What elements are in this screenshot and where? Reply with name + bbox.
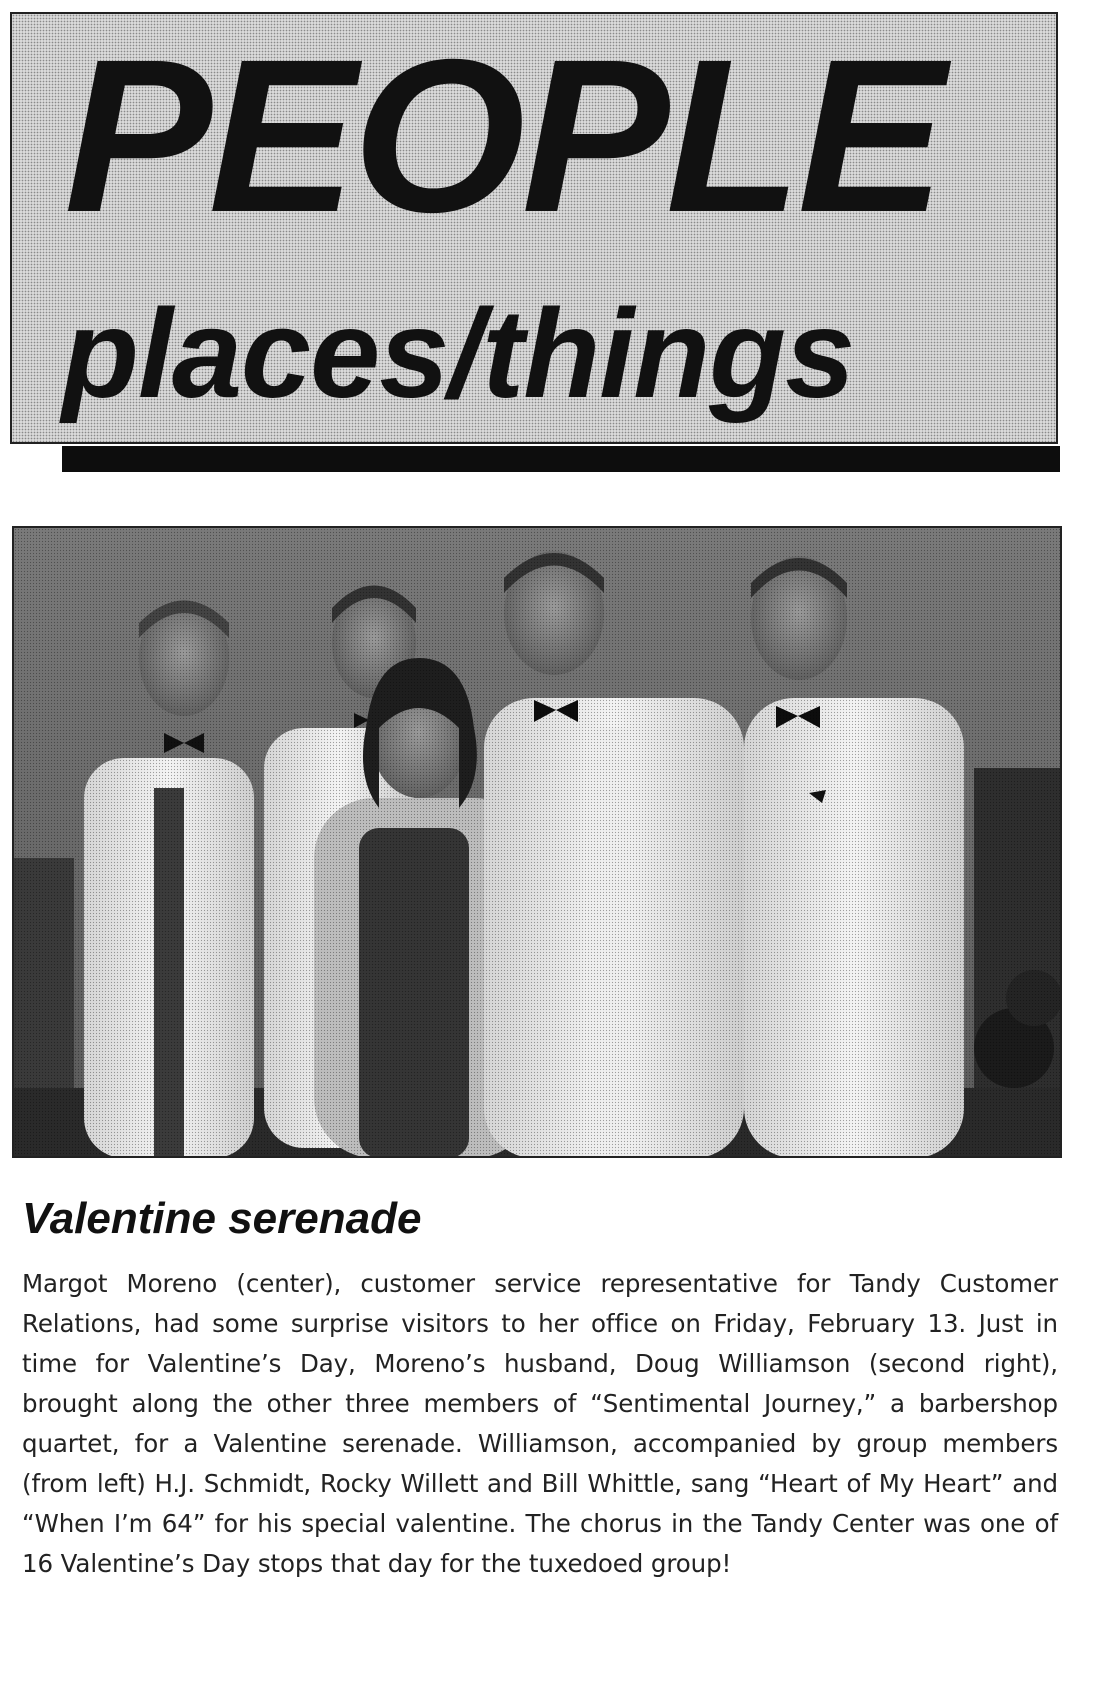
masthead-subtitle: places/things: [62, 283, 855, 424]
group-photo-illustration: [14, 528, 1060, 1156]
masthead-rule: [62, 446, 1060, 472]
masthead-title: PEOPLE: [64, 15, 942, 258]
article-body: Margot Moreno (center), customer service representative for Tandy Customer Relations, had some surprise visitors to her office on Friday, February 13. Just in time for Valentine’s Day, Moreno’s husband, Doug Williamson (second right), brought along the other three members of “Sentimental Journey,” a barbershop quartet, for a Valentine serenade. Williamson, accompanied by group members (from left) H.J. Schmidt, Rocky Willett and Bill Whittle, sang “Heart of My Heart” and “When I’m 64” for his special valentine. The chorus in the Tandy Center was one of 16 Valentine’s Day stops that day for the tuxedoed group!: [22, 1269, 1058, 1578]
masthead-banner: [10, 12, 1058, 444]
group-photo: [12, 526, 1062, 1158]
article-headline: Valentine serenade: [22, 1194, 422, 1243]
